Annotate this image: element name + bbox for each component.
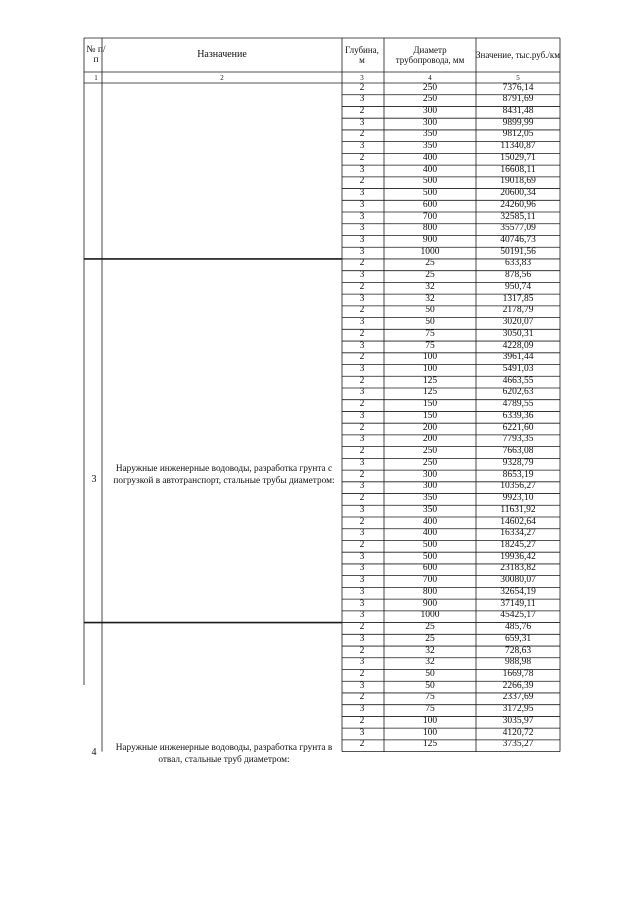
header-number: № п/п	[86, 45, 106, 65]
diameter-cell: 250	[422, 94, 438, 105]
depth-cell: 2	[359, 645, 365, 656]
depth-cell: 2	[359, 281, 365, 292]
diameter-cell: 700	[422, 575, 438, 586]
diameter-cell: 300	[422, 105, 438, 116]
diameter-cell: 32	[425, 281, 435, 292]
value-cell: 988,98	[504, 657, 532, 668]
diameter-cell: 125	[422, 387, 438, 398]
depth-cell: 3	[359, 387, 365, 398]
depth-cell: 3	[359, 504, 365, 515]
diameter-cell: 75	[425, 340, 435, 351]
depth-cell: 2	[359, 446, 365, 457]
depth-cell: 3	[359, 270, 365, 281]
diameter-cell: 300	[422, 469, 438, 480]
diameter-cell: 50	[425, 305, 435, 316]
depth-cell: 2	[359, 152, 365, 163]
depth-cell: 2	[359, 129, 365, 140]
depth-cell: 3	[359, 457, 365, 468]
value-cell: 14602,64	[500, 516, 536, 527]
value-cell: 1317,85	[502, 293, 534, 304]
diameter-cell: 400	[422, 164, 438, 175]
value-cell: 3961,44	[502, 352, 534, 363]
value-cell: 4789,55	[502, 399, 534, 410]
value-cell: 8791,69	[502, 94, 534, 105]
diameter-cell: 250	[422, 457, 438, 468]
value-cell: 10356,27	[500, 481, 536, 492]
diameter-cell: 400	[422, 152, 438, 163]
diameter-cell: 100	[422, 364, 438, 375]
depth-cell: 2	[359, 493, 365, 504]
value-cell: 633,83	[504, 258, 532, 269]
value-cell: 1669,78	[502, 669, 534, 679]
diameter-cell: 300	[422, 117, 438, 128]
section-description: Наружные инженерные водоводы, разработка грунта с погрузкой в автотранспорт, стальные трубы диаметром:	[113, 464, 335, 486]
depth-cell: 3	[359, 610, 365, 621]
diameter-cell: 25	[425, 622, 435, 633]
diameter-cell: 32	[425, 657, 435, 668]
diameter-cell: 125	[422, 375, 438, 386]
diameter-cell: 50	[425, 317, 435, 328]
diameter-cell: 400	[422, 528, 438, 539]
diameter-cell: 250	[422, 446, 438, 457]
value-cell: 7793,35	[502, 434, 534, 445]
diameter-cell: 200	[422, 434, 438, 445]
value-cell: 11340,87	[500, 141, 536, 152]
value-cell: 50191,56	[500, 246, 536, 257]
header-diameter: Диаметр трубопровода, мм	[395, 45, 465, 65]
diameter-cell: 700	[422, 211, 438, 222]
diameter-cell: 500	[422, 551, 438, 562]
diameter-cell: 32	[425, 645, 435, 656]
depth-cell: 2	[359, 692, 365, 703]
value-cell: 16334,27	[500, 528, 536, 539]
depth-cell: 2	[359, 539, 365, 550]
depth-cell: 2	[359, 669, 365, 679]
diameter-cell: 200	[422, 422, 438, 433]
value-cell: 32654,19	[500, 586, 536, 597]
value-cell: 8431,48	[502, 105, 534, 116]
diameter-cell: 32	[425, 293, 435, 304]
depth-cell: 3	[359, 211, 365, 222]
depth-cell: 3	[359, 234, 365, 245]
value-cell: 19018,69	[500, 176, 536, 187]
value-cell: 9328,79	[502, 457, 534, 468]
value-cell: 9923,10	[502, 493, 534, 504]
depth-cell: 2	[359, 422, 365, 433]
value-cell: 3020,07	[502, 317, 534, 328]
diameter-cell: 350	[422, 504, 438, 515]
depth-cell: 3	[359, 551, 365, 562]
value-cell: 45425,17	[500, 610, 536, 621]
value-cell: 16608,11	[500, 164, 536, 175]
depth-cell: 2	[359, 258, 365, 269]
depth-cell: 3	[359, 727, 365, 738]
header-depth: Глубина, м	[345, 45, 379, 65]
diameter-cell: 300	[422, 481, 438, 492]
depth-cell: 3	[359, 317, 365, 328]
depth-cell: 3	[359, 141, 365, 152]
depth-cell: 3	[359, 364, 365, 375]
value-cell: 30080,07	[500, 575, 536, 586]
diameter-cell: 350	[422, 141, 438, 152]
depth-cell: 3	[359, 563, 365, 574]
diameter-cell: 400	[422, 516, 438, 527]
depth-cell: 3	[359, 188, 365, 199]
depth-cell: 3	[359, 434, 365, 445]
depth-cell: 3	[359, 199, 365, 210]
diameter-cell: 100	[422, 727, 438, 738]
value-cell: 728,63	[504, 645, 532, 656]
diameter-cell: 500	[422, 188, 438, 199]
depth-cell: 3	[359, 528, 365, 539]
value-cell: 40746,73	[500, 234, 536, 245]
diameter-cell: 800	[422, 223, 438, 234]
section-description: Наружные инженерные водоводы, разработка грунта в отвал, стальные труб диаметром:	[115, 743, 333, 765]
depth-cell: 2	[359, 375, 365, 386]
value-cell: 4228,09	[502, 340, 534, 351]
value-cell: 9899,99	[502, 117, 534, 128]
depth-cell: 3	[359, 633, 365, 644]
subheader-col-4: 4	[428, 74, 432, 82]
depth-cell: 2	[359, 82, 365, 93]
value-cell: 7376,14	[502, 82, 534, 93]
depth-cell: 2	[359, 469, 365, 480]
value-cell: 2266,39	[502, 680, 534, 691]
depth-cell: 2	[359, 305, 365, 316]
value-cell: 3735,27	[502, 739, 534, 750]
value-cell: 659,31	[504, 633, 532, 644]
diameter-cell: 800	[422, 586, 438, 597]
subheader-col-1: 1	[94, 74, 98, 82]
depth-cell: 3	[359, 94, 365, 105]
diameter-cell: 75	[425, 704, 435, 715]
subheader-col-5: 5	[516, 74, 520, 82]
value-cell: 4663,55	[502, 375, 534, 386]
value-cell: 19936,42	[500, 551, 536, 562]
depth-cell: 2	[359, 516, 365, 527]
value-cell: 485,76	[504, 622, 532, 633]
value-cell: 4120,72	[502, 727, 534, 738]
value-cell: 3172,95	[502, 704, 534, 715]
header-value: Значение, тыс.руб./км	[476, 50, 560, 60]
value-cell: 878,56	[504, 270, 532, 281]
depth-cell: 2	[359, 715, 365, 726]
value-cell: 32585,11	[500, 211, 536, 222]
depth-cell: 3	[359, 246, 365, 257]
section-number: 3	[91, 474, 97, 485]
value-cell: 950,74	[504, 281, 532, 292]
diameter-cell: 75	[425, 328, 435, 339]
diameter-cell: 25	[425, 258, 435, 269]
value-cell: 35577,09	[500, 223, 536, 234]
diameter-cell: 900	[422, 598, 438, 609]
value-cell: 6202,63	[502, 387, 534, 398]
subheader-col-3: 3	[360, 74, 364, 82]
depth-cell: 3	[359, 704, 365, 715]
depth-cell: 2	[359, 739, 365, 750]
diameter-cell: 500	[422, 176, 438, 187]
diameter-cell: 125	[422, 739, 438, 750]
diameter-cell: 350	[422, 493, 438, 504]
diameter-cell: 25	[425, 633, 435, 644]
diameter-cell: 600	[422, 199, 438, 210]
depth-cell: 3	[359, 164, 365, 175]
diameter-cell: 100	[422, 352, 438, 363]
diameter-cell: 1000	[420, 246, 440, 257]
depth-cell: 2	[359, 105, 365, 116]
value-cell: 18245,27	[500, 539, 536, 550]
diameter-cell: 600	[422, 563, 438, 574]
value-cell: 8653,19	[502, 469, 534, 480]
depth-cell: 2	[359, 176, 365, 187]
subheader-col-2: 2	[220, 74, 224, 82]
diameter-cell: 500	[422, 539, 438, 550]
diameter-cell: 50	[425, 669, 435, 679]
depth-cell: 3	[359, 575, 365, 586]
diameter-cell: 75	[425, 692, 435, 703]
diameter-cell: 250	[422, 82, 438, 93]
header-purpose: Назначение	[197, 49, 247, 60]
diameter-cell: 150	[422, 399, 438, 410]
depth-cell: 3	[359, 293, 365, 304]
depth-cell: 2	[359, 622, 365, 633]
value-cell: 15029,71	[500, 152, 536, 163]
diameter-cell: 350	[422, 129, 438, 140]
value-cell: 3035,97	[502, 715, 534, 726]
depth-cell: 3	[359, 680, 365, 691]
depth-cell: 3	[359, 481, 365, 492]
depth-cell: 3	[359, 340, 365, 351]
diameter-cell: 1000	[420, 610, 440, 621]
value-cell: 9812,05	[502, 129, 534, 140]
value-cell: 20600,34	[500, 188, 536, 199]
depth-cell: 3	[359, 410, 365, 421]
depth-cell: 2	[359, 399, 365, 410]
value-cell: 6339,36	[502, 410, 534, 421]
value-cell: 3050,31	[502, 328, 534, 339]
depth-cell: 3	[359, 657, 365, 668]
diameter-cell: 100	[422, 715, 438, 726]
depth-cell: 3	[359, 586, 365, 597]
value-cell: 6221,60	[502, 422, 534, 433]
diameter-cell: 900	[422, 234, 438, 245]
diameter-cell: 50	[425, 680, 435, 691]
value-cell: 2337,69	[502, 692, 534, 703]
diameter-cell: 150	[422, 410, 438, 421]
value-cell: 37149,11	[500, 598, 536, 609]
depth-cell: 3	[359, 223, 365, 234]
depth-cell: 3	[359, 598, 365, 609]
value-cell: 7663,08	[502, 446, 534, 457]
value-cell: 11631,92	[500, 504, 536, 515]
value-cell: 2178,79	[502, 305, 534, 316]
value-cell: 23183,82	[500, 563, 536, 574]
depth-cell: 2	[359, 352, 365, 363]
section-number: 4	[91, 747, 97, 758]
value-cell: 24260,96	[500, 199, 536, 210]
depth-cell: 2	[359, 328, 365, 339]
depth-cell: 3	[359, 117, 365, 128]
value-cell: 5491,03	[502, 364, 534, 375]
diameter-cell: 25	[425, 270, 435, 281]
